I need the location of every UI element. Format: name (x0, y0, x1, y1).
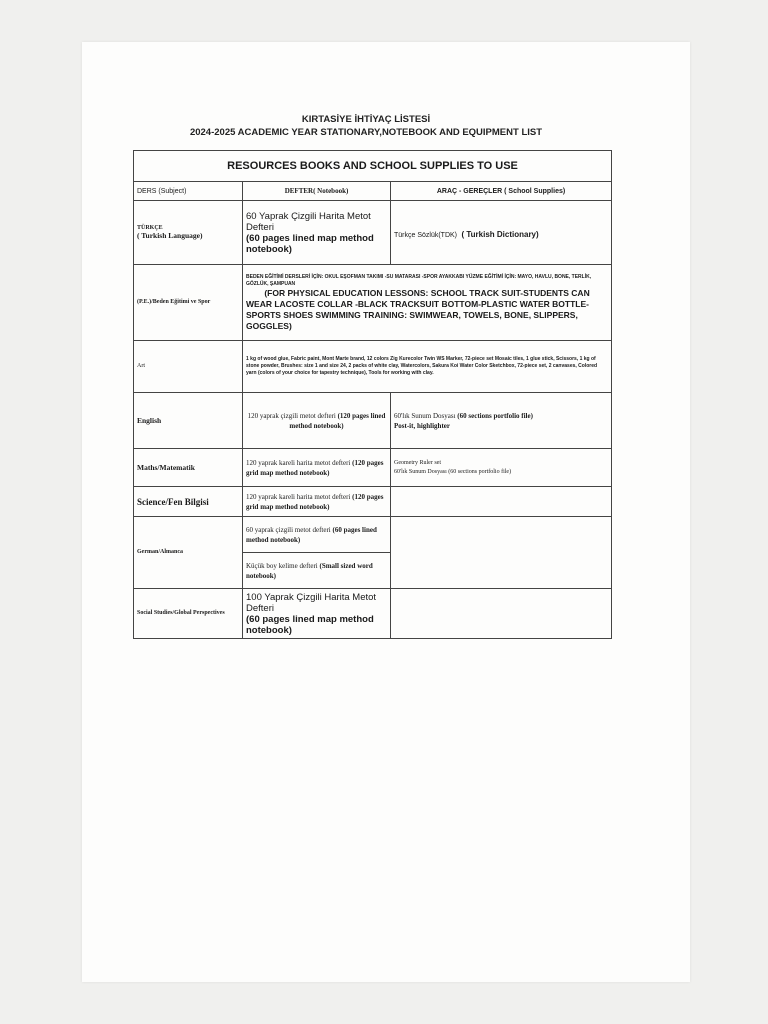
subject-german: German/Almanca (134, 517, 243, 589)
table-row (134, 487, 612, 517)
notebook-turkce: 60 Yaprak Çizgili Harita Metot Defteri (246, 210, 371, 233)
notebook-german-1-en: (60 pages lined method notebook) (246, 525, 377, 544)
supplies-cell (391, 393, 612, 449)
document-subtitle: 2024-2025 ACADEMIC YEAR STATIONARY,NOTEBOOK AND EQUIPMENT LIST (189, 127, 543, 138)
subject-english: English (134, 393, 243, 449)
table-row (134, 517, 612, 553)
notebook-cell (243, 517, 391, 553)
supplies-english-en: (60 sections portfolio file) (457, 411, 533, 420)
subject-art: Art (134, 341, 243, 393)
document-header (130, 113, 602, 139)
notebook-social: 100 Yaprak Çizgili Harita Metot Defteri (246, 591, 377, 614)
table-header-row (134, 182, 612, 201)
supplies-turkce: Türkçe Sözlük(TDK) (394, 231, 458, 239)
notebook-cell (243, 393, 391, 449)
supplies-maths-1: Geometry Ruler set (394, 459, 441, 466)
supplies-cell (391, 449, 612, 487)
notebook-cell (243, 201, 391, 265)
table-row (134, 589, 612, 639)
table-row (134, 449, 612, 487)
table-row (134, 265, 612, 341)
pe-supplies-cell (243, 265, 612, 341)
supplies-english-2: Post-it, highlighter (394, 421, 450, 430)
column-header-subject: DERS (Subject) (134, 182, 243, 201)
notebook-maths: 120 yaprak kareli harita metot defteri (246, 458, 351, 467)
notebook-science-en: (120 pages grid map method notebook) (246, 492, 384, 511)
subject-maths: Maths/Matematik (134, 449, 243, 487)
pe-text-en-1: (FOR PHYSICAL EDUCATION LESSONS: SCHOOL TRACK SUIT-STUDENTS CAN (264, 287, 590, 298)
notebook-german-2: Küçük boy kelime defteri (246, 561, 318, 570)
notebook-cell (243, 487, 391, 517)
art-supplies: 1 kg of wood glue, Fabric paint, Mont Marte brand, 12 colors Zig Kurecolor Twin WS Marker, 72-piece set Mosaic tiles, 1 glue stick, Scissors, 1 kg of stone powder, Brushes: size 1 and size 24, 2 packs of white clay, Watercolors, Sakura Koi Water Color Sketchbox, 72-piece set, 2 canvases, Colored yarn (colors of your choice for tapestry technique), Tools for working with clay. (243, 341, 612, 393)
notebook-german-1: 60 yaprak çizgili metot defteri (246, 525, 331, 534)
subject-cell (134, 201, 243, 265)
supplies-turkce-en: ( Turkish Dictionary) (461, 229, 539, 239)
table-banner: RESOURCES BOOKS AND SCHOOL SUPPLIES TO USE (134, 151, 612, 182)
notebook-german-2-en: (Small sized word notebook) (246, 561, 373, 580)
supplies-maths-2: 60'lık Sunum Dosyası (60 sections portfolio file) (394, 468, 512, 475)
pe-text-tr: BEDEN EĞİTİMİ DERSLERİ İÇİN: OKUL EŞOFMAN TAKIMI -SU MATARASI -SPOR AYAKKABI YÜZME EĞİTİMİ İÇİN: MAYO, HAVLU, BONE, TERLİK, GÖZLÜK, ŞAMPUAN (246, 273, 592, 287)
column-header-supplies: ARAÇ - GEREÇLER ( School Supplies) (391, 182, 612, 201)
notebook-cell (243, 553, 391, 589)
table-row (134, 201, 612, 265)
supplies-table (133, 150, 612, 639)
subject-pe: (P.E.)/Beden Eğitimi ve Spor (134, 265, 243, 341)
supplies-cell-empty (391, 517, 612, 589)
notebook-turkce-en: (60 pages lined map method notebook) (246, 232, 374, 255)
pe-text-en-2: WEAR LACOSTE COLLAR -BLACK TRACKSUIT BOTTOM-PLASTIC WATER BOTTLE-SPORTS SHOES SWIMMING TRAINING: SWIMWEAR, TOWELS, BONE, SLIPPERS, GOGGLES) (246, 298, 589, 331)
supplies-cell-empty (391, 487, 612, 517)
supplies-cell (391, 201, 612, 265)
notebook-cell (243, 589, 391, 639)
notebook-science: 120 yaprak kareli harita metot defteri (246, 492, 351, 501)
subject-turkce-en: ( Turkish Language) (137, 231, 203, 240)
table-row (134, 393, 612, 449)
supplies-cell-empty (391, 589, 612, 639)
subject-turkce: TÜRKÇE (137, 225, 163, 231)
subject-social: Social Studies/Global Perspectives (134, 589, 243, 639)
supplies-english: 60'lık Sunum Dosyası (394, 411, 456, 420)
notebook-maths-en: (120 pages grid map method notebook) (246, 458, 384, 477)
subject-science: Science/Fen Bilgisi (134, 487, 243, 517)
column-header-notebook: DEFTER( Notebook) (243, 182, 391, 201)
document-title: KIRTASİYE İHTİYAÇ LİSTESİ (301, 114, 431, 125)
notebook-english-en: (120 pages lined method notebook) (289, 411, 386, 430)
table-row (134, 341, 612, 393)
notebook-social-en: (60 pages lined map method notebook) (246, 613, 374, 636)
notebook-english: 120 yaprak çizgili metot defteri (247, 411, 336, 420)
notebook-cell (243, 449, 391, 487)
